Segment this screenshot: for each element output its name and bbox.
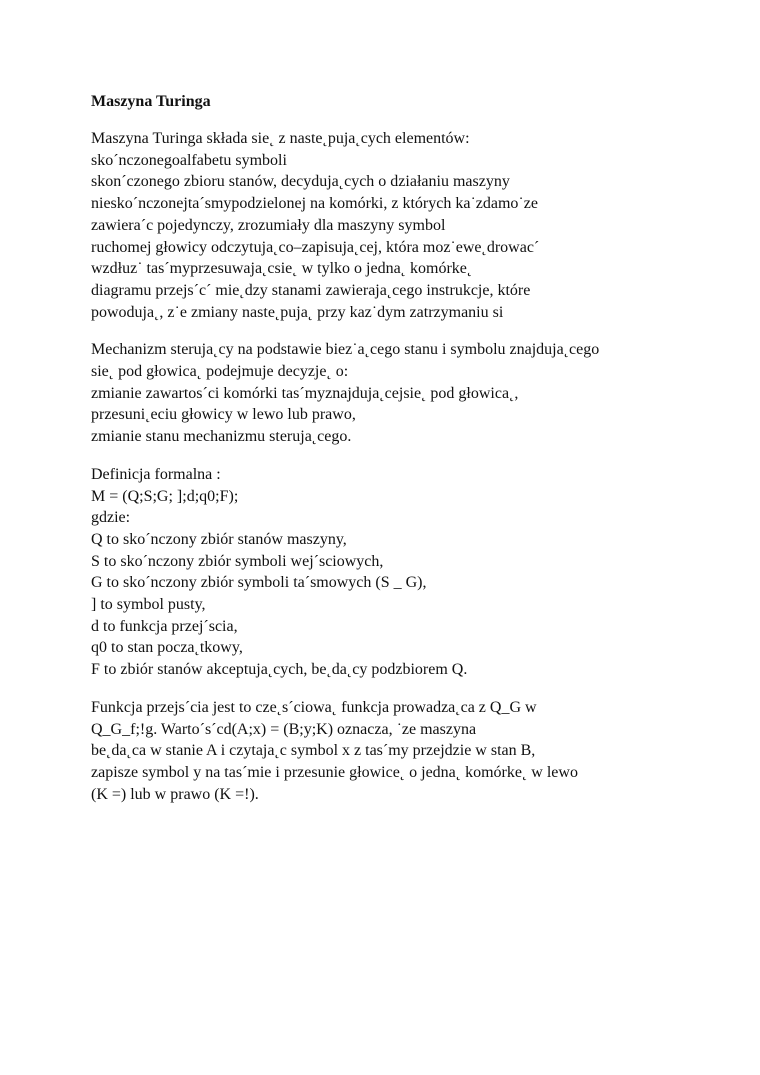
text-line: wzdłuz˙ tas´myprzesuwaja˛csie˛ w tylko o jedna˛ komórke˛: [91, 260, 473, 278]
text-line: Maszyna Turinga składa sie˛ z naste˛puja˛cych elementów:: [91, 130, 470, 147]
text-line: zmianie stanu mechanizmu steruja˛cego.: [91, 428, 352, 446]
paragraph-elements: [91, 128, 691, 323]
text-line: Q to sko´nczony zbiór stanów maszyny,: [91, 530, 347, 548]
text-line: niesko´nczonejta´smypodzielonej na komórki, z których ka˙zdamo˙ze: [91, 195, 538, 213]
text-line: ruchomej głowicy odczytuja˛co–zapisuja˛cej, która moz˙ewe˛drowac´: [91, 238, 540, 256]
text-line: skon´czonego zbioru stanów, decyduja˛cych o działaniu maszyny: [91, 173, 510, 191]
text-line: M = (Q;S;G; ];d;q0;F);: [91, 487, 239, 505]
text-line: gdzie:: [91, 509, 131, 527]
text-line: q0 to stan pocza˛tkowy,: [91, 639, 243, 657]
text-line: be˛da˛ca w stanie A i czytaja˛c symbol x z tas´my przejdzie w stan B,: [91, 742, 536, 760]
text-line: Definicja formalna :: [91, 465, 221, 483]
text-line: zawiera´c pojedynczy, zrozumiały dla maszyny symbol: [91, 216, 446, 234]
text-line: powoduja˛, z˙e zmiany naste˛puja˛ przy kaz˙dym zatrzymaniu si: [91, 303, 504, 321]
text-line: S to sko´nczony zbiór symboli wej´sciowych,: [91, 552, 384, 570]
text-line: d to funkcja przej´scia,: [91, 617, 238, 635]
text-line: (K =) lub w prawo (K =!).: [91, 785, 259, 803]
paragraph-control-mechanism: [91, 339, 691, 448]
text-line: G to sko´nczony zbiór symboli ta´smowych (S _ G),: [91, 574, 427, 592]
text-line: diagramu przejs´c´ mie˛dzy stanami zawieraja˛cego instrukcje, które: [91, 281, 531, 299]
document-title: Maszyna Turinga: [91, 93, 211, 110]
paragraph-formal-definition: [91, 464, 691, 681]
paragraph-transition-function: [91, 697, 691, 806]
text-line: F to zbiór stanów akceptuja˛cych, be˛da˛cy podzbiorem Q.: [91, 661, 468, 679]
text-line: sko´nczonegoalfabetu symboli: [91, 151, 287, 169]
text-line: ] to symbol pusty,: [91, 596, 206, 614]
text-line: Funkcja przejs´cia jest to cze˛s´ciowa˛ funkcja prowadza˛ca z Q_G w: [91, 698, 537, 716]
text-line: sie˛ pod głowica˛ podejmuje decyzje˛ o:: [91, 363, 349, 381]
text-line: Mechanizm steruja˛cy na podstawie biez˙a˛cego stanu i symbolu znajduja˛cego: [91, 341, 600, 359]
text-line: zapisze symbol y na tas´mie i przesunie głowice˛ o jedna˛ komórke˛ w lewo: [91, 763, 578, 781]
text-line: zmianie zawartos´ci komórki tas´myznajduja˛cejsie˛ pod głowica˛,: [91, 384, 519, 402]
document-body: [91, 92, 691, 821]
text-line: Q_G_f;!g. Warto´s´cd(A;x) = (B;y;K) oznacza, ˙ze maszyna: [91, 720, 477, 738]
text-line: przesuni˛eciu głowicy w lewo lub prawo,: [91, 406, 356, 424]
